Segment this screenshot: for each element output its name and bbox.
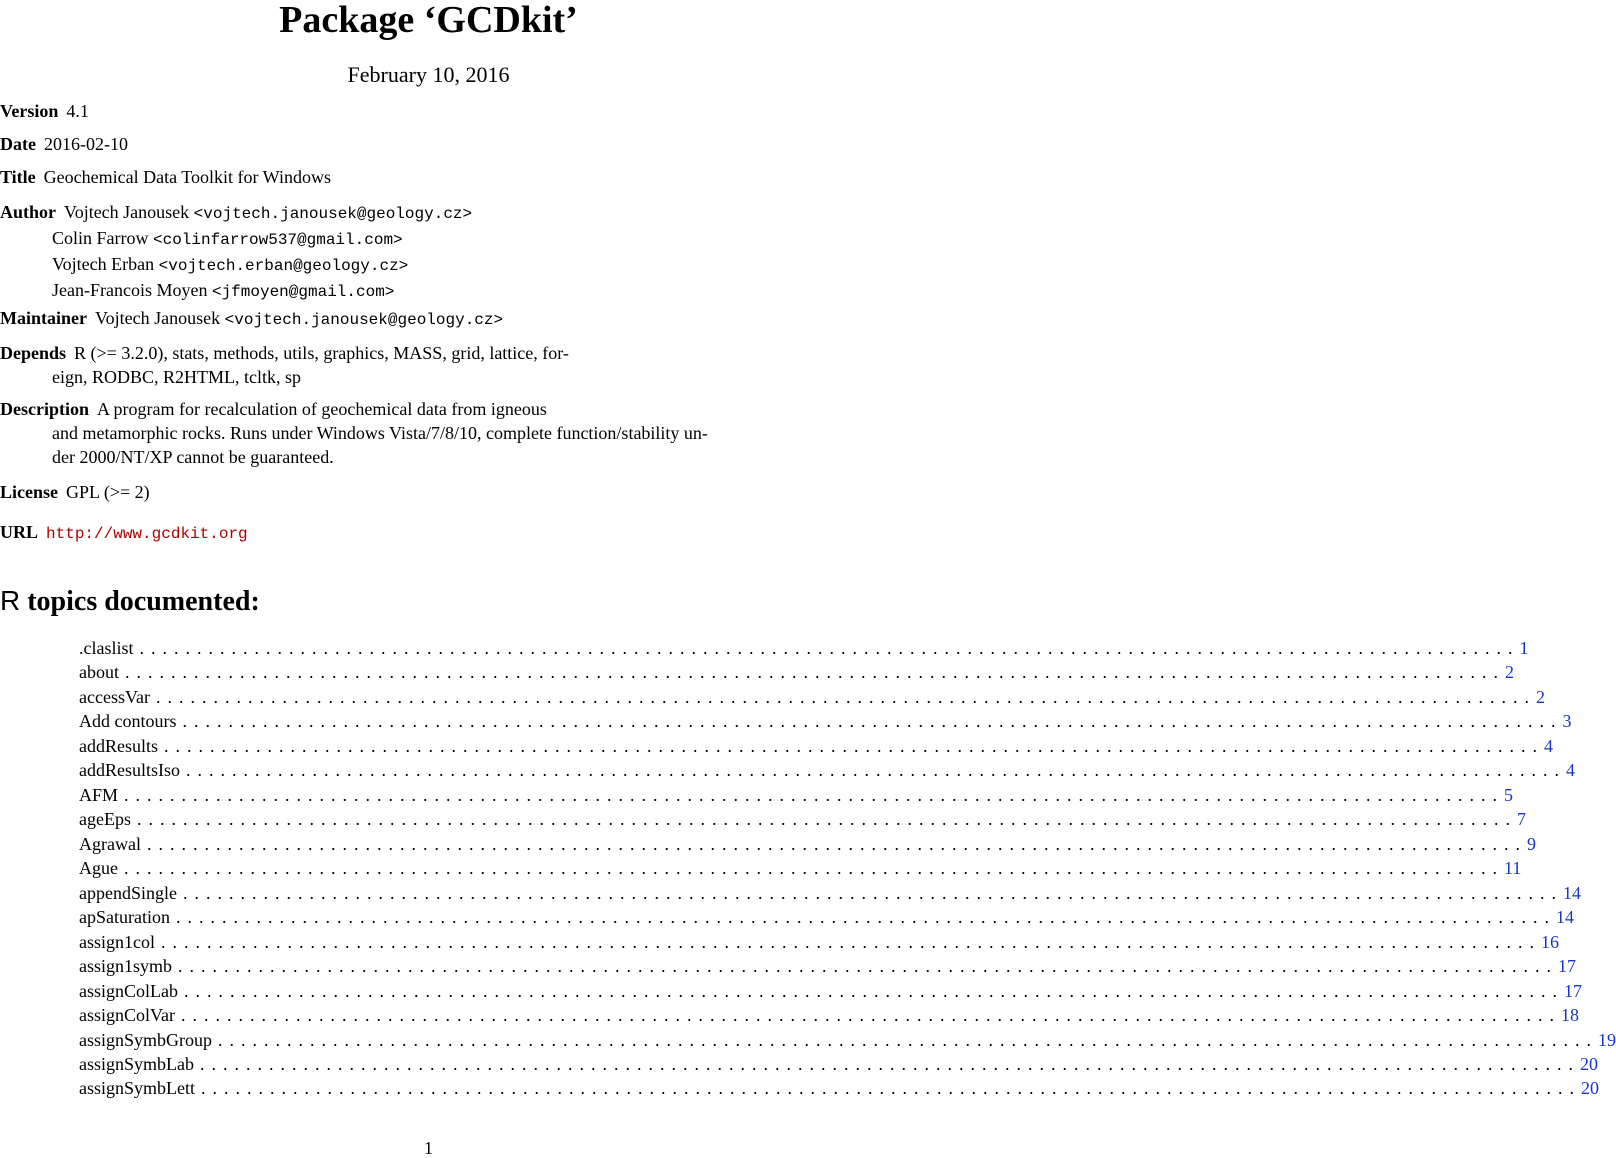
toc-entry[interactable] [79,783,1514,807]
toc-leader-dots: ........................................................................................................................ [164,735,1544,756]
url-link[interactable]: http://www.gcdkit.org [46,525,248,543]
toc-entry-page-link[interactable]: 18 [1561,1005,1579,1026]
toc-entry-name[interactable]: ageEps [79,807,137,831]
toc-entry-name[interactable]: assign1col [79,930,161,954]
field-key: Date [0,134,36,154]
field-description [0,397,708,469]
toc-entry-name[interactable]: appendSingle [79,881,183,905]
maintainer-email: <vojtech.janousek@geology.cz> [224,311,504,329]
package-date: February 10, 2016 [347,62,510,87]
toc-leader-dots: ........................................................................................................................ [200,1053,1580,1074]
toc-leader-dots: ........................................................................................................................ [175,907,1556,928]
toc-entry-page-link[interactable]: 17 [1558,956,1577,977]
toc-entry-page-link[interactable]: 5 [1504,784,1514,805]
toc-entry-page-link[interactable]: 16 [1541,931,1559,952]
toc-entry-page-link[interactable]: 7 [1516,809,1526,830]
toc-leader-dots: ........................................................................................................................ [155,686,1536,707]
field-maintainer [0,306,503,332]
toc-list [79,636,1616,1101]
field-key: Title [0,167,36,187]
toc-entry[interactable] [79,954,1577,978]
toc-entry-page-link[interactable]: 4 [1566,760,1575,781]
toc-entry-name[interactable]: .claslist [79,636,140,660]
field-author [0,200,472,304]
toc-entry-name[interactable]: assignSymbGroup [79,1028,218,1052]
author-email: <vojtech.erban@geology.cz> [158,257,409,275]
toc-entry-name[interactable]: assignColLab [79,979,184,1003]
toc-leader-dots: ........................................................................................................................ [124,784,1505,805]
toc-entry-name[interactable]: Ague [79,856,124,880]
field-title [0,165,331,189]
field-key: Author [0,202,57,222]
toc-entry[interactable] [79,758,1575,782]
toc-heading [0,585,260,618]
field-version [0,99,89,123]
author-email: <vojtech.janousek@geology.cz> [193,205,473,223]
author-name: Vojtech Janousek [64,202,190,222]
toc-entry[interactable] [79,979,1582,1003]
toc-entry-name[interactable]: assign1symb [79,954,178,978]
toc-entry[interactable] [79,807,1526,831]
toc-entry[interactable] [79,709,1572,733]
author-name: Jean-Francois Moyen [52,280,208,300]
field-key: License [0,482,58,502]
toc-entry[interactable] [79,1003,1579,1027]
author-name: Vojtech Erban [52,254,155,274]
toc-entry-page-link[interactable]: 11 [1504,858,1522,879]
author-email: <colinfarrow537@gmail.com> [153,231,403,249]
toc-entry-page-link[interactable]: 20 [1580,1053,1598,1074]
toc-entry[interactable] [79,660,1514,684]
toc-heading-text: topics documented: [27,586,260,617]
toc-entry-page-link[interactable]: 2 [1505,662,1514,683]
field-license [0,480,150,504]
toc-leader-dots: ........................................................................................................................ [182,711,1563,732]
toc-entry[interactable] [79,685,1545,709]
field-value: Geochemical Data Toolkit for Windows [43,167,331,187]
toc-leader-dots: ........................................................................................................................ [124,858,1504,879]
depends-line: eign, RODBC, R2HTML, tcltk, sp [52,367,302,387]
field-value: GPL (>= 2) [66,482,150,502]
description-line: and metamorphic rocks. Runs under Windows Vista/7/8/10, complete function/stability un- [52,423,708,443]
toc-entry[interactable] [79,905,1574,929]
toc-entry-name[interactable]: about [79,660,125,684]
toc-leader-dots: ........................................................................................................................ [201,1078,1581,1099]
field-date [0,132,128,156]
toc-entry-name[interactable]: accessVar [79,685,156,709]
toc-entry[interactable] [79,856,1522,880]
toc-entry[interactable] [79,930,1559,954]
description-line: A program for recalculation of geochemical data from igneous [97,399,547,419]
toc-entry-name[interactable]: addResultsIso [79,758,186,782]
description-line: der 2000/NT/XP cannot be guaranteed. [52,447,334,467]
author-email: <jfmoyen@gmail.com> [211,283,395,301]
toc-leader-dots: ........................................................................................................................ [161,931,1541,952]
toc-entry-page-link[interactable]: 19 [1598,1029,1616,1050]
toc-leader-dots: ........................................................................................................................ [184,980,1564,1001]
field-value: 4.1 [66,101,89,121]
toc-entry-page-link[interactable]: 17 [1564,980,1582,1001]
page-number: 1 [424,1138,433,1158]
toc-entry[interactable] [79,832,1536,856]
toc-entry-page-link[interactable]: 9 [1526,833,1536,854]
toc-leader-dots: ........................................................................................................................ [186,760,1566,781]
field-key: Version [0,101,59,121]
field-key: URL [0,522,39,542]
maintainer-name: Vojtech Janousek [95,308,221,328]
toc-entry-page-link[interactable]: 4 [1544,735,1553,756]
toc-entry-name[interactable]: assignSymbLab [79,1052,200,1076]
toc-leader-dots: ........................................................................................................................ [125,662,1505,683]
toc-entry[interactable] [79,1052,1598,1076]
author-name: Colin Farrow [52,228,149,248]
toc-entry-name[interactable]: addResults [79,734,164,758]
toc-leader-dots: ........................................................................................................................ [181,1005,1561,1026]
depends-line: R (>= 3.2.0), stats, methods, utils, graphics, MASS, grid, lattice, for- [74,343,569,363]
toc-entry[interactable] [79,734,1553,758]
toc-leader-dots: ........................................................................................................................ [136,809,1517,830]
toc-entry-name[interactable]: apSaturation [79,905,176,929]
toc-leader-dots: ........................................................................................................................ [182,882,1563,903]
field-value: 2016-02-10 [43,134,128,154]
toc-entry-page-link[interactable]: 14 [1555,907,1574,928]
field-url [0,520,248,546]
toc-entry[interactable] [79,1028,1616,1052]
toc-entry-page-link[interactable]: 14 [1562,882,1581,903]
toc-entry-page-link[interactable]: 2 [1535,686,1545,707]
toc-entry-page-link[interactable]: 1 [1519,638,1529,658]
toc-entry[interactable] [79,1076,1599,1100]
toc-entry-name[interactable]: assignColVar [79,1003,181,1027]
toc-entry[interactable] [79,881,1581,905]
field-key: Depends [0,343,67,363]
toc-leader-dots: ........................................................................................................................ [139,638,1520,658]
toc-entry-name[interactable]: Agrawal [79,832,147,856]
toc-leader-dots: ........................................................................................................................ [146,833,1527,854]
toc-entry-name[interactable]: AFM [79,783,124,807]
field-depends [0,341,569,389]
field-key: Maintainer [0,308,87,328]
toc-leader-dots: ........................................................................................................................ [218,1029,1599,1050]
toc-leader-dots: ........................................................................................................................ [178,956,1559,977]
toc-entry-page-link[interactable]: 3 [1562,711,1572,732]
toc-entry-page-link[interactable]: 20 [1581,1078,1599,1099]
toc-entry[interactable] [79,636,1529,660]
toc-entry-name[interactable]: assignSymbLett [79,1076,201,1100]
toc-entry-name[interactable]: Add contours [79,709,183,733]
r-logo-letter: R [0,585,21,616]
field-key: Description [0,399,89,419]
package-title: Package ‘GCDkit’ [279,0,578,41]
